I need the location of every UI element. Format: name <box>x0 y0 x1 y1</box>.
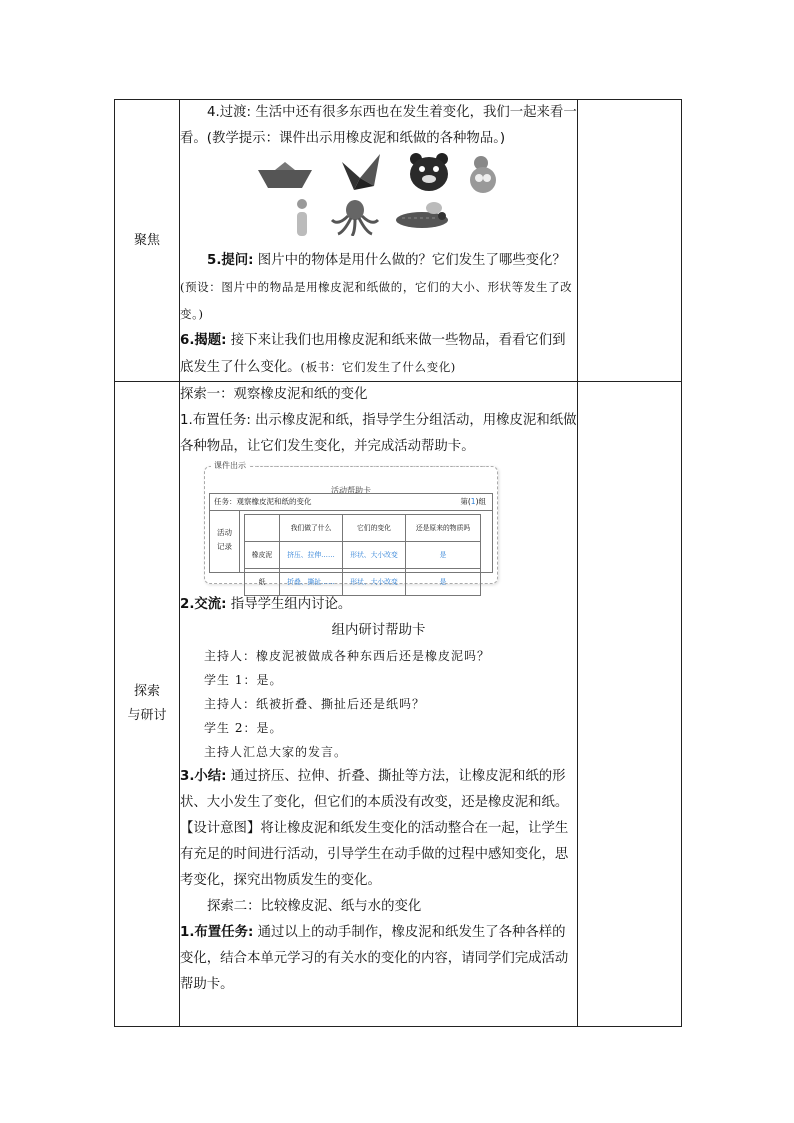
card-task-row <box>210 494 492 511</box>
record-material: 纸 <box>245 569 280 596</box>
record-action: 折叠、撕扯…… <box>280 569 343 596</box>
record-same: 是 <box>406 569 481 596</box>
step-2-text: 指导学生组内讨论。 <box>226 597 352 612</box>
paper-boat-icon <box>258 162 312 190</box>
record-header-change: 它们的变化 <box>343 515 406 542</box>
step-4-text: 生活中还有很多东西也在发生着变化，我们一起来看一看。(教学提示：课件出示用橡皮泥和纸做的各种物品。) <box>180 105 577 146</box>
record-header-blank <box>245 515 280 542</box>
explore-label-2: 与研讨 <box>127 708 167 723</box>
record-row-clay <box>245 542 481 569</box>
card-tag-line <box>255 466 489 467</box>
record-header-same: 还是原来的物质吗 <box>406 515 481 542</box>
explore-label-cell <box>115 382 180 1027</box>
step-6-lead: 6.揭题: <box>180 333 227 348</box>
explore-1-title: 探索一：观察橡皮泥和纸的变化 <box>180 387 368 402</box>
dialogue-line: 主持人：橡皮泥被做成各种东西后还是橡皮泥吗？ <box>204 649 491 663</box>
clay-figure-icon <box>466 154 500 194</box>
task-1-lead: 1.布置任务: <box>180 413 251 428</box>
step-3-lead: 3.小结: <box>180 769 227 784</box>
step-6-board: (板书：它们发生了什么变化) <box>300 360 456 374</box>
focus-notes-cell <box>578 100 682 382</box>
design-intent <box>180 816 577 894</box>
focus-label-cell <box>115 100 180 382</box>
craft-images <box>180 152 577 248</box>
dialogue-line: 主持人汇总大家的发言。 <box>204 745 348 759</box>
step-6-text: 接下来让我们也用橡皮泥和纸来做一些物品，看看它们到底发生了什么变化。 <box>180 333 566 375</box>
card-tag: 课件出示 <box>211 460 249 472</box>
dialogue-line: 主持人：纸被折叠、撕扯后还是纸吗？ <box>204 697 426 711</box>
step-5-question <box>180 248 577 328</box>
explore-label-1: 探索 <box>133 684 160 699</box>
explore-content-cell <box>180 382 578 1027</box>
card-title: 活动帮助卡 <box>331 486 371 495</box>
focus-label: 聚焦 <box>133 232 160 248</box>
clay-dragonfly-icon <box>394 200 450 234</box>
focus-content-cell <box>180 100 578 382</box>
dialogue-line: 学生 2：是。 <box>204 721 283 735</box>
step-5-text: 图片中的物体是用什么做的？它们发生了哪些变化？ <box>253 253 566 268</box>
task-2-lead: 1.布置任务: <box>180 925 254 940</box>
activity-help-card <box>204 461 498 586</box>
step-6-reveal <box>180 328 577 381</box>
explore-2-title: 探索二：比较橡皮泥、纸与水的变化 <box>207 899 422 914</box>
clay-octopus-icon <box>330 196 380 236</box>
record-header-row <box>245 515 481 542</box>
paper-crane-icon <box>340 152 382 192</box>
record-header-what: 我们做了什么 <box>280 515 343 542</box>
design-lead: 【设计意图】 <box>180 821 261 836</box>
step-3-text: 通过挤压、拉伸、折叠、撕扯等方法，让橡皮泥和纸的形状、大小发生了变化，但它们的本质没有改变，还是橡皮泥和纸。 <box>180 769 569 810</box>
explore-row <box>115 382 682 1027</box>
card-record-label <box>210 510 240 572</box>
task-2-text: 通过以上的动手制作，橡皮泥和纸发生了各种各样的变化，结合本单元学习的有关水的变化的内容，请同学们完成活动帮助卡。 <box>180 925 569 992</box>
clay-bear-icon <box>406 152 452 192</box>
design-text: 将让橡皮泥和纸发生变化的活动整合在一起，让学生有充足的时间进行活动，引导学生在动手做的过程中感知变化，思考变化，探究出物质发生的变化。 <box>180 821 569 888</box>
step-3-summary <box>180 764 577 816</box>
step-5-preset: (预设：图片中的物品是用橡皮泥和纸做的，它们的大小、形状等发生了改变。) <box>180 280 573 321</box>
card-group-prefix: 第( <box>460 497 471 506</box>
lesson-plan-table <box>114 99 682 1027</box>
explore-1-task <box>180 408 577 460</box>
record-action: 挤压、拉伸…… <box>280 542 343 569</box>
step-5-lead: 5.提问: <box>207 253 254 268</box>
task-1-text: 出示橡皮泥和纸，指导学生分组活动，用橡皮泥和纸做各种物品，让它们发生变化，并完成活动帮助卡。 <box>180 413 577 454</box>
dialogue-line: 学生 1：是。 <box>204 673 283 687</box>
explore-notes-cell <box>578 382 682 1027</box>
explore-2-task <box>180 920 577 998</box>
card-body <box>209 493 493 586</box>
record-change: 形状、大小改变 <box>343 542 406 569</box>
card-group-suffix: )组 <box>475 497 486 506</box>
record-table <box>244 514 481 596</box>
step-4-transition <box>180 100 577 152</box>
discuss-card-title: 组内研讨帮助卡 <box>331 623 426 638</box>
discussion-dialogue <box>180 644 577 764</box>
step-4-lead: 4.过渡: <box>207 105 252 120</box>
focus-row <box>115 100 682 382</box>
card-group <box>460 494 486 510</box>
record-label-1: 活动 <box>217 528 232 537</box>
card-task: 任务：观察橡皮泥和纸的变化 <box>214 497 312 506</box>
record-material: 橡皮泥 <box>245 542 280 569</box>
record-row-paper <box>245 569 481 596</box>
step-2-lead: 2.交流: <box>180 597 227 612</box>
record-same: 是 <box>406 542 481 569</box>
record-label-2: 记录 <box>217 542 232 551</box>
record-change: 形状、大小改变 <box>343 569 406 596</box>
clay-i-icon <box>292 198 312 238</box>
card-group-number: 1 <box>470 497 476 506</box>
